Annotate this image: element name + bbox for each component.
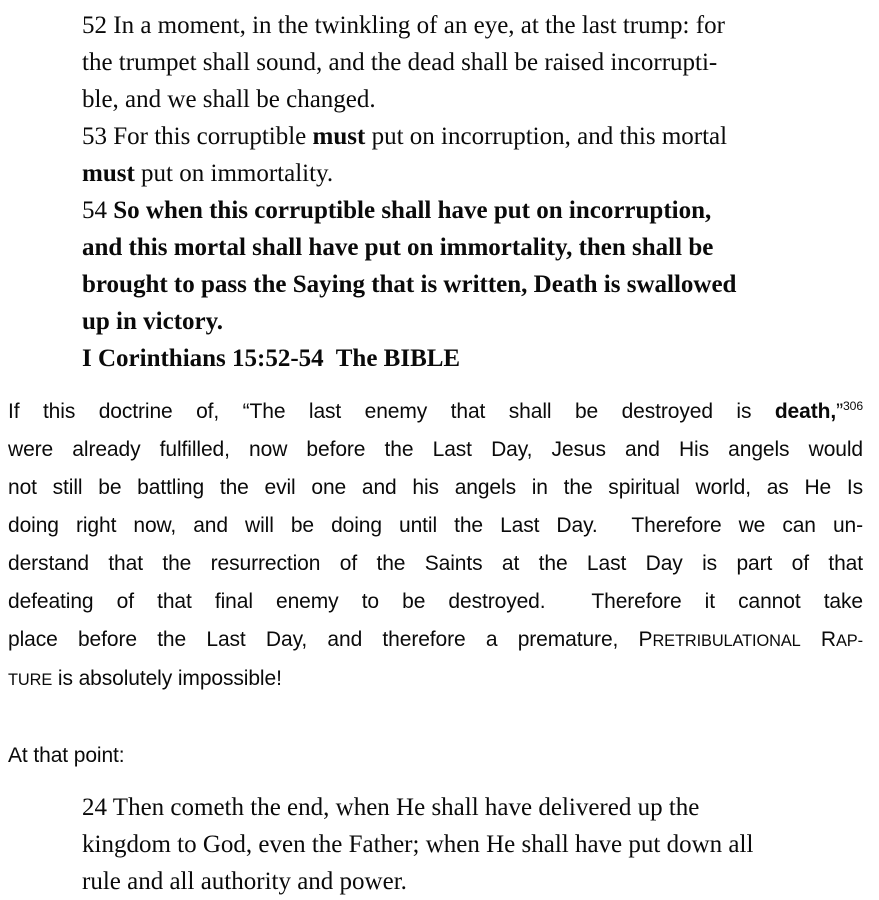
text-line bbox=[8, 469, 863, 507]
text-segment: At that point: bbox=[8, 744, 125, 767]
text-line bbox=[82, 789, 863, 826]
text-segment: kingdom to God, even the Father; when He shall have put down all bbox=[82, 831, 754, 858]
text-line bbox=[82, 266, 863, 303]
text-segment: 24 Then cometh the end, when He shall have delivered up the bbox=[82, 794, 700, 821]
text-segment: P bbox=[638, 628, 653, 651]
text-line bbox=[8, 621, 863, 660]
text-line bbox=[8, 431, 863, 469]
scripture-quote-1-corinthians-15-24 bbox=[82, 789, 863, 900]
footnote-superscript: 306 bbox=[842, 399, 863, 413]
text-segment: AP- bbox=[836, 632, 863, 650]
text-line bbox=[8, 660, 863, 699]
text-segment: up in victory. bbox=[82, 308, 223, 335]
text-segment: I Corinthians 15:52-54 The BIBLE bbox=[82, 345, 461, 372]
text-line bbox=[82, 118, 863, 155]
text-line bbox=[82, 303, 863, 340]
at-that-point-line bbox=[8, 737, 863, 775]
text-segment: put on immortality. bbox=[134, 160, 334, 187]
text-segment: the trumpet shall sound, and the dead shall be raised incorrupti- bbox=[82, 49, 718, 76]
text-line bbox=[82, 826, 863, 863]
text-line bbox=[82, 229, 863, 266]
text-line bbox=[8, 737, 863, 775]
text-line bbox=[82, 192, 863, 229]
text-segment: put on incorruption, and this mortal bbox=[365, 123, 728, 150]
text-segment bbox=[801, 628, 821, 651]
text-line bbox=[82, 340, 863, 377]
text-segment: 54 bbox=[82, 197, 114, 224]
text-line bbox=[8, 583, 863, 621]
text-line bbox=[82, 155, 863, 192]
text-segment: rule and all authority and power. bbox=[82, 868, 407, 895]
text-line bbox=[82, 863, 863, 900]
text-segment: R bbox=[820, 628, 836, 651]
text-segment: and this mortal shall have put on immortality, then shall be bbox=[82, 234, 714, 261]
text-segment: 53 For this corruptible bbox=[82, 123, 313, 150]
scripture-quote-1-corinthians-15-52-54 bbox=[82, 7, 863, 377]
text-segment: death, bbox=[774, 400, 837, 423]
text-line bbox=[8, 545, 863, 583]
text-segment: TURE bbox=[8, 671, 53, 689]
text-segment: ble, and we shall be changed. bbox=[82, 86, 376, 113]
text-segment: defeating of that final enemy to be destroyed. Therefore it cannot take bbox=[8, 590, 863, 613]
text-segment: is absolutely impossible! bbox=[52, 667, 282, 690]
text-segment: derstand that the resurrection of the Saints at the Last Day is part of that bbox=[8, 552, 863, 575]
text-segment: were already fulfilled, now before the Last Day, Jesus and His angels would bbox=[8, 438, 863, 461]
text-segment: So when this corruptible shall have put on incorruption, bbox=[113, 197, 712, 224]
text-segment: brought to pass the Saying that is written, Death is swallowed bbox=[82, 271, 737, 298]
text-segment: If this doctrine of, “The last enemy that shall be destroyed is bbox=[8, 400, 775, 423]
text-segment: not still be battling the evil one and his angels in the spiritual world, as He Is bbox=[8, 476, 863, 499]
text-segment: ” bbox=[836, 400, 843, 423]
text-segment: doing right now, and will be doing until the Last Day. Therefore we can un- bbox=[8, 514, 863, 537]
text-line bbox=[8, 393, 863, 431]
text-line bbox=[82, 81, 863, 118]
text-segment: must bbox=[82, 160, 135, 187]
text-line bbox=[82, 44, 863, 81]
text-segment: 52 In a moment, in the twinkling of an eye, at the last trump: for bbox=[82, 12, 725, 39]
text-segment: place before the Last Day, and therefore a premature, bbox=[8, 628, 639, 651]
text-segment: must bbox=[312, 123, 366, 150]
text-line bbox=[8, 507, 863, 545]
text-segment: RETRIBULATIONAL bbox=[652, 632, 801, 650]
commentary-paragraph bbox=[8, 393, 863, 699]
text-line bbox=[82, 7, 863, 44]
